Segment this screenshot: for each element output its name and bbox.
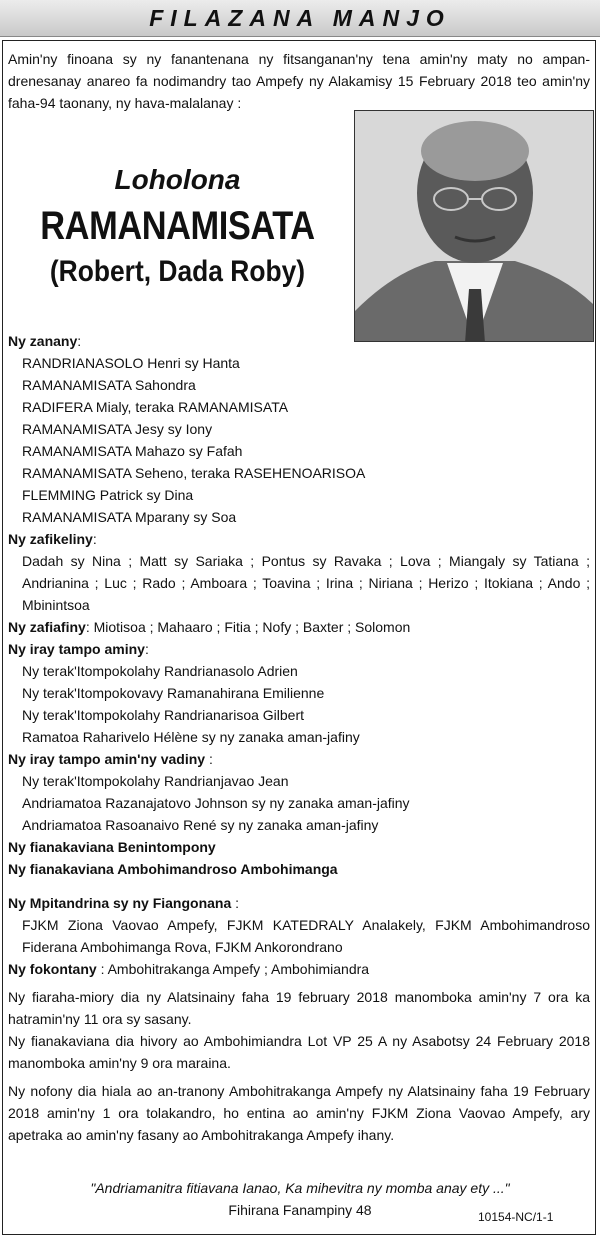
tampo-heading: Ny iray tampo aminy: (8, 641, 149, 657)
notice-funeral: Ny nofony dia hiala ao an-tranony Ambohitrakanga Ampefy ny Alatsinainy faha 19 February 2018 amin'ny 1 ora tolakandro, ho entina ao amin'ny FJKM Ziona Vaovao Ampefy, ary apetraka ao amin'ny fasany ao Ambohitrakanga Ampefy ihany. (8, 1083, 590, 1143)
header-banner (0, 0, 600, 37)
nickname: (Robert, Dada Roby) (49, 255, 306, 288)
hymn-reference: Fihirana Fanampiny 48 (228, 1202, 372, 1218)
deceased-name-block (0, 160, 355, 292)
mpitandrina-text: FJKM Ziona Vaovao Ampefy, FJKM KATEDRALY Analakely, FJKM Ambohimandroso Fiderana Ambohimanga Rova, FJKM Ankorondrano (22, 917, 590, 955)
list-item: Ny terak'Itompokolahy Randrianasolo Adrien (22, 663, 298, 679)
list-item: RANDRIANASOLO Henri sy Hanta (22, 355, 240, 371)
surname: RAMANAMISATA (40, 204, 315, 248)
list-item: RAMANAMISATA Mparany sy Soa (22, 509, 237, 525)
list-item: Ny terak'Itompokolahy Randrianjavao Jean (22, 773, 289, 789)
zafiafiny-line: Ny zafiafiny: Miotisoa ; Mahaaro ; Fitia ; Nofy ; Baxter ; Solomon (8, 619, 411, 635)
list-item: Ny terak'Itompokovavy Ramanahirana Emilienne (22, 685, 325, 701)
fianakaviana-1: Ny fianakaviana Benintompony (8, 839, 216, 855)
honorific: Loholona (114, 164, 241, 195)
ad-reference-code: 10154-NC/1-1 (478, 1210, 554, 1224)
list-item: Ramatoa Raharivelo Hélène sy ny zanaka aman-jafiny (22, 729, 360, 745)
intro-paragraph: Amin'ny finoana sy ny fanantenana ny fitsanganan'ny tena amin'ny maty no ampan-drenesanay anareo fa nodimandry tao Ampefy ny Alakamisy 15 February 2018 teo amin'ny faha-94 taonany, ny hava-malalanay : (8, 51, 590, 111)
list-item: RAMANAMISATA Mahazo sy Fafah (22, 443, 243, 459)
zafikeliny-heading: Ny zafikeliny: (8, 531, 97, 547)
family-list (8, 330, 590, 1146)
vadiny-heading: Ny iray tampo amin'ny vadiny : (8, 751, 213, 767)
fianakaviana-2: Ny fianakaviana Ambohimandroso Ambohimanga (8, 861, 338, 877)
fokontany-line: Ny fokontany : Ambohitrakanga Ampefy ; Ambohimiandra (8, 961, 370, 977)
portrait-photo (354, 110, 594, 342)
banner-title: FILAZANA MANJO (149, 5, 451, 31)
list-item: RAMANAMISATA Sahondra (22, 377, 196, 393)
list-item: Ny terak'Itompokolahy Randrianarisoa Gilbert (22, 707, 305, 723)
mpitandrina-heading: Ny Mpitandrina sy ny Fiangonana : (8, 895, 240, 911)
list-item: RADIFERA Mialy, teraka RAMANAMISATA (22, 399, 289, 415)
list-item: Andriamatoa Razanajatovo Johnson sy ny zanaka aman-jafiny (22, 795, 410, 811)
list-item: RAMANAMISATA Jesy sy Iony (22, 421, 213, 437)
list-item: FLEMMING Patrick sy Dina (22, 487, 194, 503)
notice-condolence: Ny fiaraha-miory dia ny Alatsinainy faha 19 february 2018 manomboka amin'ny 7 ora ka hatramin'ny 11 ora sy sasany. (8, 989, 590, 1027)
hymn-quote: "Andriamanitra fitiavana Ianao, Ka mihevitra ny momba anay ety ..." (90, 1180, 510, 1196)
list-item: Andriamatoa Rasoanaivo René sy ny zanaka aman-jafiny (22, 817, 379, 833)
notice-family: Ny fianakaviana dia hivory ao Ambohimiandra Lot VP 25 A ny Asabotsy 24 February 2018 manomboka amin'ny 9 ora maraina. (8, 1033, 590, 1071)
list-item: RAMANAMISATA Seheno, teraka RASEHENOARISOA (22, 465, 366, 481)
portrait-image (355, 111, 594, 342)
zanany-heading: Ny zanany: (8, 333, 82, 349)
zafikeliny-text: Dadah sy Nina ; Matt sy Sariaka ; Pontus sy Ravaka ; Lova ; Miangaly sy Tatiana ; Andrianina ; Luc ; Rado ; Amboara ; Toavina ; Irina ; Niriana ; Herizo ; Itokiana ; Ando ; Mbinintsoa (22, 553, 590, 613)
